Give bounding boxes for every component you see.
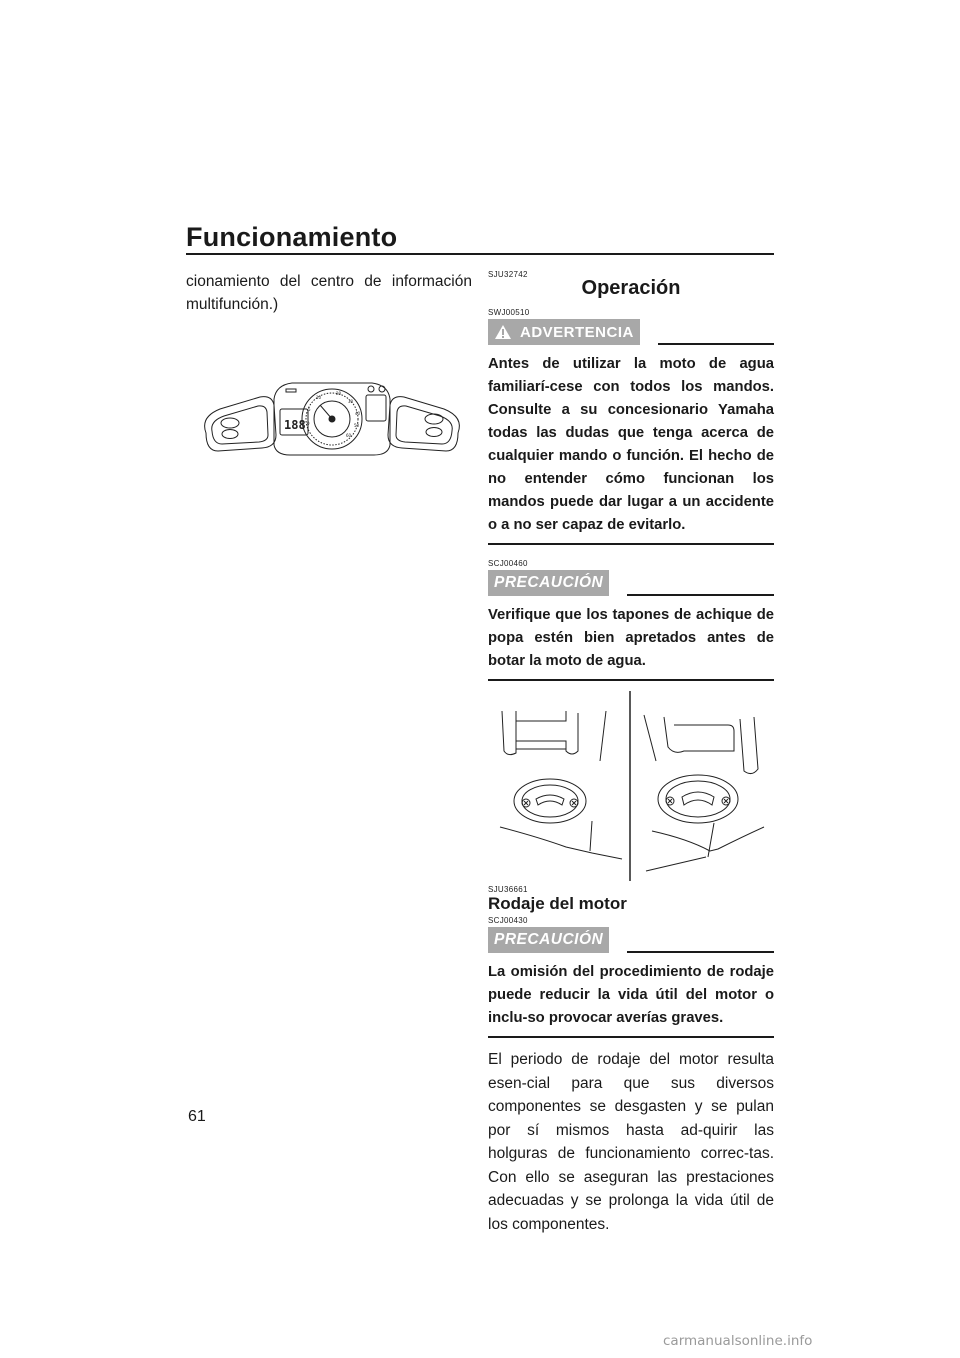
caution-text-1: Verifique que los tapones de achique de popa estén bien apretados antes de botar la moto de agua. xyxy=(488,607,774,669)
svg-text:0: 0 xyxy=(307,421,310,426)
caution-code-2: SCJ00430 xyxy=(488,916,528,925)
instrument-panel-illustration xyxy=(196,375,468,465)
warning-header xyxy=(488,319,774,345)
svg-text:10: 10 xyxy=(316,395,322,400)
warning-triangle-icon xyxy=(494,324,512,340)
section-code-rodaje: SJU36661 xyxy=(488,885,528,894)
left-column xyxy=(186,270,472,316)
page-number: 61 xyxy=(188,1108,206,1125)
warning-label: ADVERTENCIA xyxy=(520,323,634,341)
right-drain-plug xyxy=(658,775,738,823)
svg-text:50: 50 xyxy=(354,423,360,428)
svg-text:30: 30 xyxy=(348,399,354,404)
caution-label-box-2 xyxy=(488,927,609,953)
drain-plugs-illustration xyxy=(488,691,774,881)
warning-label-box xyxy=(488,319,640,345)
right-column xyxy=(488,270,774,1236)
caution-end-rule-2 xyxy=(488,1036,774,1038)
warning-header-rule xyxy=(658,343,774,345)
watermark[interactable]: carmanualsonline.info xyxy=(663,1333,813,1349)
section-title-operacion: Operación xyxy=(581,277,681,299)
section-title-rodaje: Rodaje del motor xyxy=(488,894,627,913)
caution-header-2 xyxy=(488,927,774,953)
warning-code: SWJ00510 xyxy=(488,308,530,317)
caution-header-rule-2 xyxy=(627,951,774,953)
svg-text:60: 60 xyxy=(346,433,352,438)
dash-right-button xyxy=(425,414,443,424)
caution-code-1: SCJ00460 xyxy=(488,559,528,568)
caution-label-1: PRECAUCIÓN xyxy=(494,574,604,591)
caution-end-rule-1 xyxy=(488,679,774,681)
header-rule xyxy=(186,253,774,255)
warning-end-rule xyxy=(488,543,774,545)
dash-left-button xyxy=(221,418,239,428)
rodaje-body-text: El periodo de rodaje del motor resulta esen-cial para que sus diversos componentes se desgasten y se pulan por sí mismos hasta ad-quirir las holguras de funcionamiento correc-tas. Con ello se aseguran las prestaciones adecuadas y se prolonga la vida útil de los componentes. xyxy=(488,1051,774,1233)
caution-text-2: La omisión del procedimiento de rodaje puede reducir la vida útil del motor o inclu-so provocar averías graves. xyxy=(488,964,774,1026)
left-paragraph: cionamiento del centro de información multifunción.) xyxy=(186,273,472,313)
caution-header-rule-1 xyxy=(627,594,774,596)
svg-text:20: 20 xyxy=(336,391,342,396)
warning-text: Antes de utilizar la moto de agua familiarí-cese con todos los mandos. Consulte a su concesionario Yamaha todas las dudas que tenga acerca de cualquier mando o función. El hecho de no entender cómo funcionan los mandos puede dar lugar a un accidente o a no ser capaz de evitarlo. xyxy=(488,356,774,533)
lcd-digits: 188 xyxy=(284,418,306,432)
section-code-operacion: SJU32742 xyxy=(488,270,528,279)
page-header-title: Funcionamiento xyxy=(186,222,398,252)
caution-label-2: PRECAUCIÓN xyxy=(494,931,604,948)
caution-label-box-1 xyxy=(488,570,609,596)
svg-text:5: 5 xyxy=(308,407,311,412)
svg-text:40: 40 xyxy=(355,411,361,416)
caution-header-1 xyxy=(488,570,774,596)
